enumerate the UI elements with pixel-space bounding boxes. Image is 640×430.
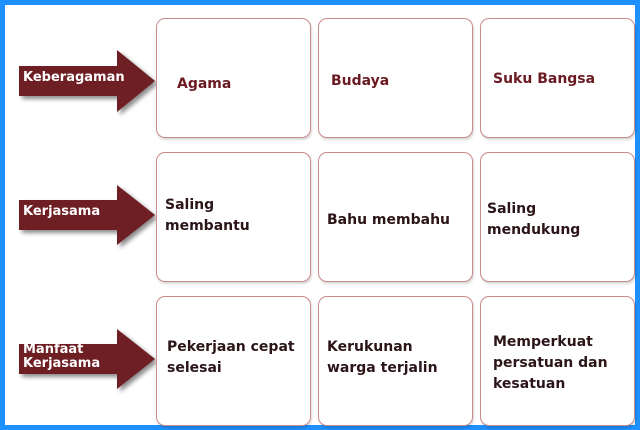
row-label-manfaat-kerjasama: Manfaat Kerjasama [23, 342, 101, 371]
row-label-keberagaman: Keberagaman [23, 70, 125, 85]
cell-agama [156, 18, 311, 138]
cell-memperkuat-persatuan [480, 296, 635, 426]
cell-suku-bangsa [480, 18, 635, 138]
cell-saling-mendukung [480, 152, 635, 282]
cell-text: Saling membantu [165, 197, 250, 234]
cell-text: Budaya [331, 72, 390, 89]
cell-text: Memperkuat persatuan dan kesatuan [493, 333, 608, 392]
cell-text: Kerukunan warga terjalin [327, 339, 438, 376]
cell-text: Agama [177, 75, 232, 92]
cell-text: Bahu membahu [327, 211, 450, 228]
cell-kerukunan-warga-terjalin [318, 296, 473, 426]
cell-budaya [318, 18, 473, 138]
cell-text: Suku Bangsa [493, 70, 596, 87]
cell-saling-membantu [156, 152, 311, 282]
cell-bahu-membahu [318, 152, 473, 282]
cell-text: Pekerjaan cepat selesai [167, 339, 295, 376]
row-label-kerjasama: Kerjasama [23, 204, 101, 219]
cell-pekerjaan-cepat-selesai [156, 296, 311, 426]
cell-text: Saling mendukung [487, 201, 581, 238]
